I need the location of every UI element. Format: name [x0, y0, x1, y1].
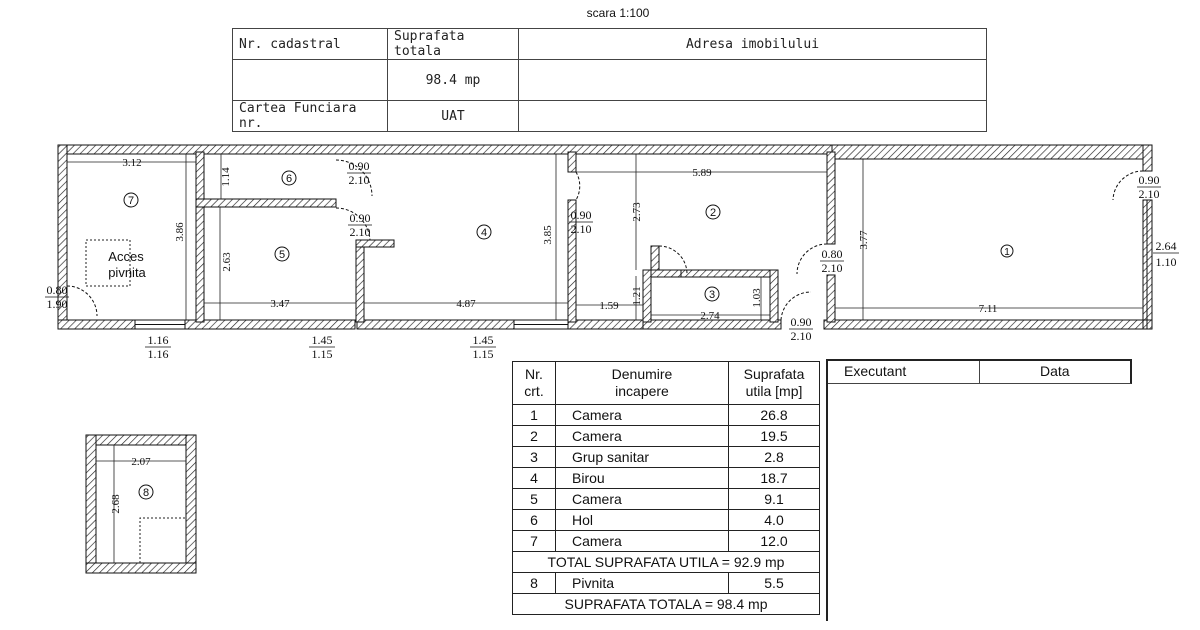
window-1-bot: 1.16: [147, 347, 169, 361]
dim-2-74: 2.74: [700, 310, 720, 322]
table-row: 3 Grup sanitar 2.8: [513, 447, 820, 468]
header-utila: utila [mp]: [745, 383, 803, 399]
svg-text:1: 1: [1004, 247, 1010, 258]
door-e-top: 0.90: [1138, 173, 1160, 187]
door-e-bot: 2.10: [1138, 187, 1160, 201]
dim-3-85: 3.85: [542, 225, 554, 245]
access-label-1: Acces: [108, 249, 144, 264]
total-utila-row: TOTAL SUPRAFATA UTILA = 92.9 mp: [513, 552, 820, 573]
executant-box: [826, 359, 1132, 621]
dim-7-11: 7.11: [978, 303, 998, 315]
dim-2-73: 2.73: [631, 202, 643, 222]
table-row: 4 Birou 18.7: [513, 468, 820, 489]
dim-2-07: 2.07: [131, 456, 151, 468]
room-marker-8: [139, 485, 153, 499]
svg-text:5: 5: [278, 249, 286, 261]
svg-text:3: 3: [708, 289, 716, 301]
header-incapere: incapere: [615, 383, 669, 399]
room-marker-3: [705, 287, 719, 301]
area-table-header: [513, 362, 820, 405]
svg-text:4: 4: [480, 227, 488, 239]
table-row: 1 Camera 26.8: [513, 405, 820, 426]
adresa-label: Adresa imobilului: [519, 29, 987, 60]
window-4-bot: 1.10: [1155, 255, 1177, 269]
door-g-top: 0.80: [46, 283, 68, 297]
door-labels: [45, 159, 1161, 343]
door-g-bot: 1.90: [46, 297, 68, 311]
access-label-2: pivnita: [108, 265, 146, 280]
table-row: 5 Camera 9.1: [513, 489, 820, 510]
header-crt: crt.: [524, 383, 544, 399]
door-b-top: 0.90: [349, 211, 371, 225]
door-d-bot: 2.10: [821, 261, 843, 275]
window-2-bot: 1.15: [311, 347, 333, 361]
header-suprafata: Suprafata: [743, 366, 805, 382]
window-3-top: 1.45: [472, 333, 494, 347]
dim-3-47: 3.47: [270, 298, 290, 310]
area-table: [512, 361, 820, 615]
dim-3-86: 3.86: [174, 222, 186, 242]
room-marker-7: [124, 193, 138, 207]
svg-text:7: 7: [127, 195, 135, 207]
table-row: 6 Hol 4.0: [513, 510, 820, 531]
window-4-top: 2.64: [1155, 239, 1177, 253]
door-f-bot: 2.10: [790, 329, 812, 343]
data-label: Data: [979, 361, 1131, 383]
door-d-top: 0.80: [821, 247, 843, 261]
door-b-bot: 2.10: [349, 225, 371, 239]
header-denumire: Denumire: [611, 366, 673, 382]
door-f-top: 0.90: [790, 315, 812, 329]
svg-text:8: 8: [142, 487, 150, 499]
header-nr: Nr.: [525, 366, 543, 382]
window-labels: [145, 239, 1179, 361]
total-row: SUPRAFATA TOTALA = 98.4 mp: [513, 594, 820, 615]
cartea-funciara-label: Cartea Funciara nr.: [233, 101, 388, 132]
adresa-value: [519, 60, 987, 101]
window-3-bot: 1.15: [472, 347, 494, 361]
table-row: 7 Camera 12.0: [513, 531, 820, 552]
dim-3-77: 3.77: [858, 230, 870, 250]
suprafata-totala-label: Suprafata totala: [388, 29, 519, 60]
suprafata-value: 98.4 mp: [388, 60, 519, 101]
dim-1-21: 1.21: [631, 286, 643, 306]
dim-2-63: 2.63: [221, 252, 233, 272]
room-marker-2: [706, 205, 720, 219]
dim-2-68: 2.68: [110, 494, 122, 514]
door-a-bot: 2.10: [348, 173, 370, 187]
dim-5-89: 5.89: [692, 167, 712, 179]
dim-1-59: 1.59: [599, 300, 619, 312]
scale-label: scara 1:100: [586, 6, 650, 20]
door-a-top: 0.90: [348, 159, 370, 173]
door-c-top: 0.90: [570, 208, 592, 222]
room-marker-4: [477, 225, 491, 239]
uat-label: UAT: [388, 101, 519, 132]
svg-text:2: 2: [709, 207, 717, 219]
window-1-top: 1.16: [147, 333, 169, 347]
dim-3-12: 3.12: [122, 157, 142, 169]
nr-cadastral-label: Nr. cadastral: [233, 29, 388, 60]
room-marker-1: [1001, 245, 1013, 258]
room-marker-6: [282, 171, 296, 185]
dim-1-03: 1.03: [751, 288, 763, 308]
cellar-inner-box: [140, 518, 186, 563]
door-c-bot: 2.10: [570, 222, 592, 236]
table-row: 2 Camera 19.5: [513, 426, 820, 447]
svg-text:6: 6: [285, 173, 293, 185]
uat-value: [519, 101, 987, 132]
header-table: [232, 28, 987, 132]
nr-cadastral-value: [233, 60, 388, 101]
executant-label: Executant: [844, 363, 907, 379]
room-marker-5: [275, 247, 289, 261]
dim-4-87: 4.87: [456, 298, 476, 310]
window-2-top: 1.45: [311, 333, 333, 347]
table-row: 8 Pivnita 5.5: [513, 573, 820, 594]
dim-1-14: 1.14: [220, 167, 232, 187]
